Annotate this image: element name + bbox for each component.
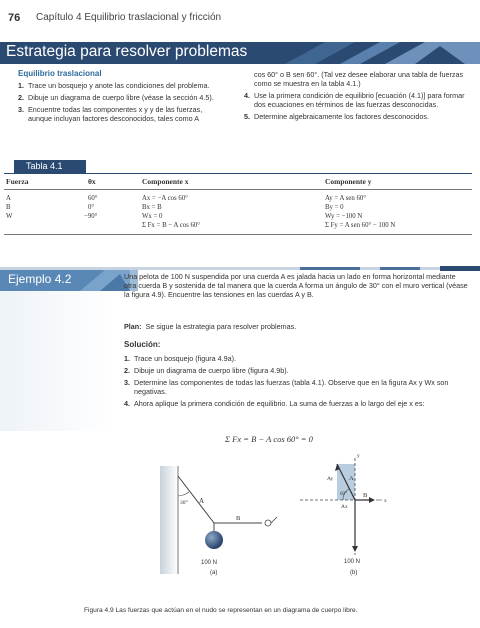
table-cell: A bbox=[6, 195, 11, 202]
step-item bbox=[18, 81, 226, 90]
example-statement: Una pelota de 100 N suspendida por una cuerda A es jalada hacia un lado en forma horizontal mediante otra cuerda B y sostenida de tal manera que la cuerda A forma un ángulo de 30° con el muro vertical (véase la figura 4.9). Encuentre las tensiones en las cuerdas A y B. bbox=[124, 272, 468, 299]
fig-b-label-angle: 60° bbox=[340, 492, 347, 497]
table-tab: Tabla 4.1 bbox=[14, 160, 86, 173]
step-text: Trace un bosquejo y anote las condiciones del problema. bbox=[28, 81, 210, 90]
step-number: 3. bbox=[124, 378, 130, 387]
step-item bbox=[124, 366, 470, 375]
fig-b-label-ay: Ay bbox=[327, 476, 334, 482]
table-cell: 0° bbox=[88, 204, 95, 211]
table-cell: 60° bbox=[88, 195, 98, 202]
fig-a-caption: (a) bbox=[210, 570, 218, 576]
table-cell: Ax = −A cos 60° bbox=[142, 195, 188, 202]
solution-steps bbox=[124, 354, 470, 408]
table-cell: By = 0 bbox=[325, 204, 344, 211]
step-item bbox=[124, 399, 470, 408]
step-number: 4. bbox=[244, 91, 250, 100]
step-number: 5. bbox=[244, 112, 250, 121]
strip-decoration bbox=[300, 265, 480, 272]
step-number: 2. bbox=[18, 93, 24, 102]
fig-b-caption: (b) bbox=[350, 570, 358, 576]
table-cell: B bbox=[6, 204, 11, 211]
table-cell: −90° bbox=[84, 213, 98, 220]
fig-b-label-y: y bbox=[357, 453, 360, 459]
step-number: 4. bbox=[124, 399, 130, 408]
step-number: 2. bbox=[124, 366, 130, 375]
section-label: Equilibrio traslacional bbox=[18, 69, 102, 78]
pull-hand-icon bbox=[271, 517, 277, 523]
ball bbox=[205, 531, 223, 549]
step-number: 1. bbox=[18, 81, 24, 90]
example-side-band bbox=[0, 291, 115, 431]
step-item bbox=[124, 378, 470, 396]
plan-paragraph bbox=[124, 322, 470, 331]
step-item bbox=[124, 354, 470, 363]
table-cell: Wx = 0 bbox=[142, 213, 163, 220]
step-number: 3. bbox=[18, 105, 24, 114]
fig-b-label-b: B bbox=[363, 492, 368, 499]
equilibrium-equation: Σ Fx = B − A cos 60° = 0 bbox=[225, 434, 313, 444]
fig-b-label-ax: Ax bbox=[341, 504, 348, 510]
step-text: Trace un bosquejo (figura 4.9a). bbox=[134, 354, 237, 363]
step-text: Dibuje un diagrama de cuerpo libre (figura 4.9b). bbox=[134, 366, 289, 375]
figure-caption: Figura 4.9 Las fuerzas que actúan en el nudo se representan en un diagrama de cuerpo libre. bbox=[84, 607, 358, 614]
steps-right bbox=[244, 70, 470, 121]
fig-b-label-x: x bbox=[384, 498, 387, 504]
step-item bbox=[18, 93, 226, 102]
fig-b-weight: 100 N bbox=[344, 559, 361, 565]
steps-left bbox=[18, 81, 226, 123]
step-text: Ahora aplique la primera condición de equilibrio. La suma de fuerzas a lo largo del eje x es: bbox=[134, 399, 425, 408]
step-number: 1. bbox=[124, 354, 130, 363]
table-header-ycomp: Componente y bbox=[325, 177, 372, 186]
step-item bbox=[18, 105, 226, 123]
pulley-icon bbox=[265, 520, 271, 526]
page-number: 76 bbox=[8, 12, 21, 24]
table-header-xcomp: Componente x bbox=[142, 177, 189, 186]
table-header-rule bbox=[4, 189, 472, 190]
strategy-banner bbox=[0, 42, 480, 64]
table-cell: Σ Fx = B − A cos 60° bbox=[142, 222, 200, 229]
step-text: Determine las componentes de todas las fuerzas (tabla 4.1). Observe que en la figura Ax y Wx son negativas. bbox=[134, 378, 449, 396]
force-b-arrowhead bbox=[369, 497, 375, 503]
fig-a-label-b: B bbox=[236, 515, 241, 522]
continuation-text: cos 60° o B sen 60°. (Tal vez desee elaborar una tabla de fuerzas como se muestra en la tabla 4.1.) bbox=[254, 70, 464, 88]
chapter-title: Capítulo 4 Equilibrio traslacional y fricción bbox=[36, 12, 222, 23]
angle-arc bbox=[178, 492, 189, 496]
strategy-title: Estrategia para resolver problemas bbox=[6, 43, 248, 60]
figure-4-9 bbox=[0, 450, 480, 600]
solution-label: Solución: bbox=[124, 340, 161, 349]
step-item bbox=[244, 91, 470, 109]
fig-a-weight: 100 N bbox=[201, 560, 218, 566]
step-text: Encuentre todas las componentes x y y de las fuerzas, aunque incluyan factores desconocidos, tales como A bbox=[28, 105, 203, 123]
table-bottom-rule bbox=[4, 234, 472, 235]
wall bbox=[160, 466, 178, 574]
table-cell: Bx = B bbox=[142, 204, 162, 211]
plan-label: Plan: bbox=[124, 322, 142, 331]
fig-a-label-a: A bbox=[199, 497, 205, 505]
table-cell: W bbox=[6, 213, 13, 220]
fig-b-label-a: A bbox=[349, 475, 354, 482]
step-item bbox=[244, 112, 470, 121]
step-text: Dibuje un diagrama de cuerpo libre (véase la sección 4.5). bbox=[28, 93, 214, 102]
figure-a-sketch bbox=[160, 466, 277, 574]
weight-arrowhead bbox=[352, 546, 358, 552]
table-header-force: Fuerza bbox=[6, 177, 29, 186]
table-cell: Wy = −100 N bbox=[325, 213, 363, 220]
example-banner bbox=[0, 270, 130, 291]
table-cell: Ay = A sen 60° bbox=[325, 195, 367, 202]
step-text: Use la primera condición de equilibrio [ecuación (4.1)] para formar dos ecuaciones en términos de las fuerzas desconocidas. bbox=[254, 91, 465, 109]
banner-decoration bbox=[265, 42, 480, 64]
example-title: Ejemplo 4.2 bbox=[8, 272, 72, 286]
table-header-angle: θx bbox=[88, 177, 96, 186]
plan-text: Se sigue la estrategia para resolver problemas. bbox=[145, 322, 297, 331]
table-cell: Σ Fy = A sen 60° − 100 N bbox=[325, 222, 396, 229]
table-top-rule bbox=[4, 173, 472, 174]
step-text: Determine algebraicamente los factores desconocidos. bbox=[254, 112, 429, 121]
fig-a-label-angle: 30° bbox=[180, 500, 188, 506]
